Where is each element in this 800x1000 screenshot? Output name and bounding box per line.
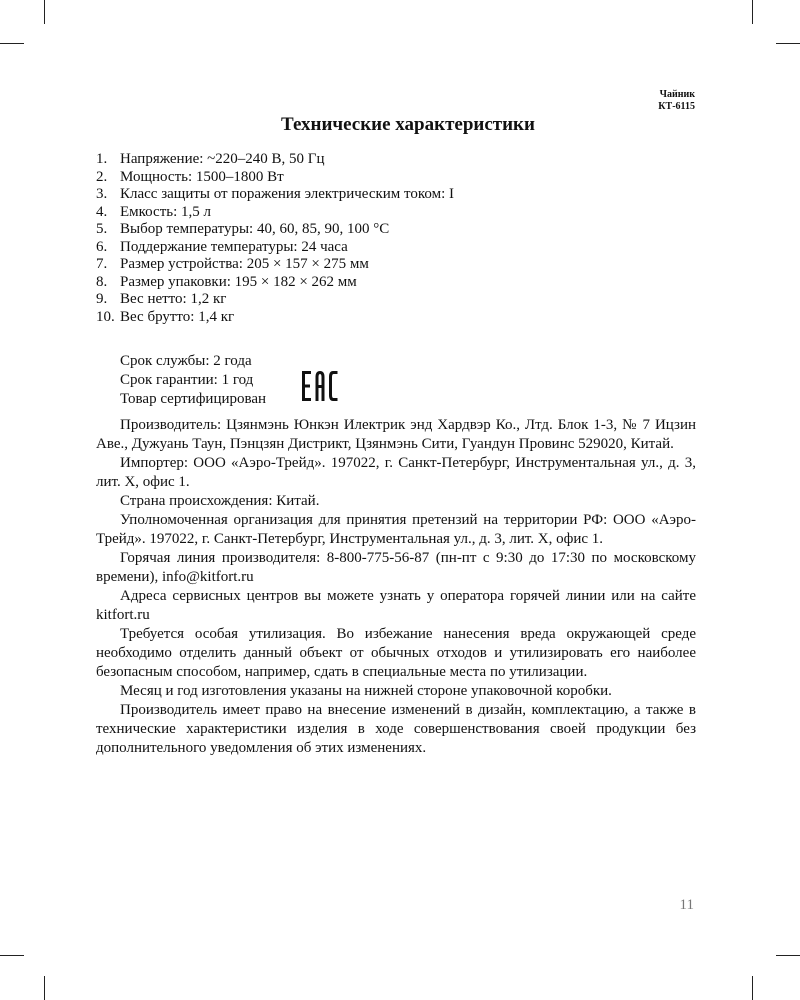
running-header bbox=[658, 89, 695, 113]
spec-text: Класс защиты от поражения электрическим током: I bbox=[120, 186, 455, 202]
warranty-block bbox=[120, 352, 266, 409]
crop-mark-bottom-right-vertical bbox=[752, 976, 753, 1000]
spec-item bbox=[96, 239, 454, 257]
spec-item bbox=[96, 256, 454, 274]
spec-item bbox=[96, 309, 454, 327]
spec-number: 6. bbox=[96, 238, 108, 255]
crop-mark-bottom-left-vertical bbox=[44, 976, 45, 1000]
spec-text: Мощность: 1500–1800 Вт bbox=[120, 168, 284, 185]
spec-number: 1. bbox=[96, 151, 108, 167]
disposal-paragraph: Требуется особая утилизация. Во избежание нанесения вреда окружающей среде необходимо отделить данный объект от обычных отходов и утилизировать его наиболее безопасным способом, например, сдать в специальные места по утилизации. bbox=[96, 626, 696, 680]
spec-number: 5. bbox=[96, 221, 108, 237]
warranty-period: Срок гарантии: 1 год bbox=[120, 372, 254, 388]
spec-number: 4. bbox=[96, 203, 108, 220]
spec-text: Емкость: 1,5 л bbox=[120, 203, 212, 220]
specs-list bbox=[96, 151, 454, 326]
spec-text: Напряжение: ~220–240 В, 50 Гц bbox=[120, 151, 325, 167]
spec-item bbox=[96, 221, 454, 239]
claims-org-paragraph: Уполномоченная организация для принятия претензий на территории РФ: ООО «Аэро-Трейд». 197022, г. Санкт-Петербург, Инструментальная ул., д. 3, лит. Х, офис 1. bbox=[96, 512, 696, 547]
header-model: КТ-6115 bbox=[658, 101, 695, 112]
spec-number: 3. bbox=[96, 186, 108, 202]
spec-text: Вес брутто: 1,4 кг bbox=[120, 308, 235, 325]
changes-disclaimer-paragraph: Производитель имеет право на внесение изменений в дизайн, комплектацию, а также в технические характеристики изделия в ходе совершенствования своей продукции без дополнительного уведомления об этих изменениях. bbox=[96, 702, 696, 756]
spec-number: 7. bbox=[96, 256, 108, 272]
spec-item bbox=[96, 204, 454, 222]
crop-mark-bottom-left-horizontal bbox=[0, 955, 24, 956]
spec-number: 2. bbox=[96, 168, 108, 185]
manufacture-date-paragraph: Месяц и год изготовления указаны на нижней стороне упаковочной коробки. bbox=[120, 683, 612, 699]
spec-item bbox=[96, 151, 454, 169]
service-life: Срок службы: 2 года bbox=[120, 353, 252, 369]
crop-mark-top-right-vertical bbox=[752, 0, 753, 24]
manufacturer-paragraph: Производитель: Цзянмэнь Юнкэн Илектрик энд Хардвэр Ко., Лтд. Блок 1-3, № 7 Ицзин Аве., Дужуань Таун, Пэнцзян Дистрикт, Цзянмэнь Сити, Гуандун Провинс 529020, Китай. bbox=[96, 417, 696, 452]
page-number: 11 bbox=[679, 897, 694, 913]
crop-mark-bottom-right-horizontal bbox=[776, 955, 800, 956]
spec-number: 9. bbox=[96, 291, 108, 307]
spec-item bbox=[96, 291, 454, 309]
spec-number: 10. bbox=[96, 308, 115, 325]
info-text bbox=[96, 416, 696, 758]
spec-item bbox=[96, 186, 454, 204]
crop-mark-top-right-horizontal bbox=[776, 43, 800, 44]
spec-text: Поддержание температуры: 24 часа bbox=[120, 238, 348, 255]
origin-paragraph: Страна происхождения: Китай. bbox=[120, 493, 320, 509]
spec-number: 8. bbox=[96, 273, 108, 290]
spec-text: Выбор температуры: 40, 60, 85, 90, 100 °С bbox=[120, 221, 390, 237]
eac-mark-icon bbox=[302, 371, 340, 401]
header-product: Чайник bbox=[659, 89, 695, 100]
certification-note: Товар сертифицирован bbox=[120, 391, 267, 407]
importer-paragraph: Импортер: ООО «Аэро-Трейд». 197022, г. Санкт-Петербург, Инструментальная ул., д. 3, лит. Х, офис 1. bbox=[96, 455, 696, 490]
spec-text: Размер упаковки: 195 × 182 × 262 мм bbox=[120, 273, 357, 290]
spec-text: Вес нетто: 1,2 кг bbox=[120, 291, 227, 307]
crop-mark-top-left-vertical bbox=[44, 0, 45, 24]
hotline-paragraph: Горячая линия производителя: 8-800-775-56-87 (пн-пт с 9:30 до 17:30 по московскому времени), info@kitfort.ru bbox=[96, 550, 696, 585]
spec-item bbox=[96, 169, 454, 187]
page-title: Технические характеристики bbox=[281, 114, 535, 135]
spec-text: Размер устройства: 205 × 157 × 275 мм bbox=[120, 256, 369, 272]
service-centers-paragraph: Адреса сервисных центров вы можете узнать у оператора горячей линии или на сайте kitfort.ru bbox=[96, 588, 696, 623]
crop-mark-top-left-horizontal bbox=[0, 43, 24, 44]
spec-item bbox=[96, 274, 454, 292]
